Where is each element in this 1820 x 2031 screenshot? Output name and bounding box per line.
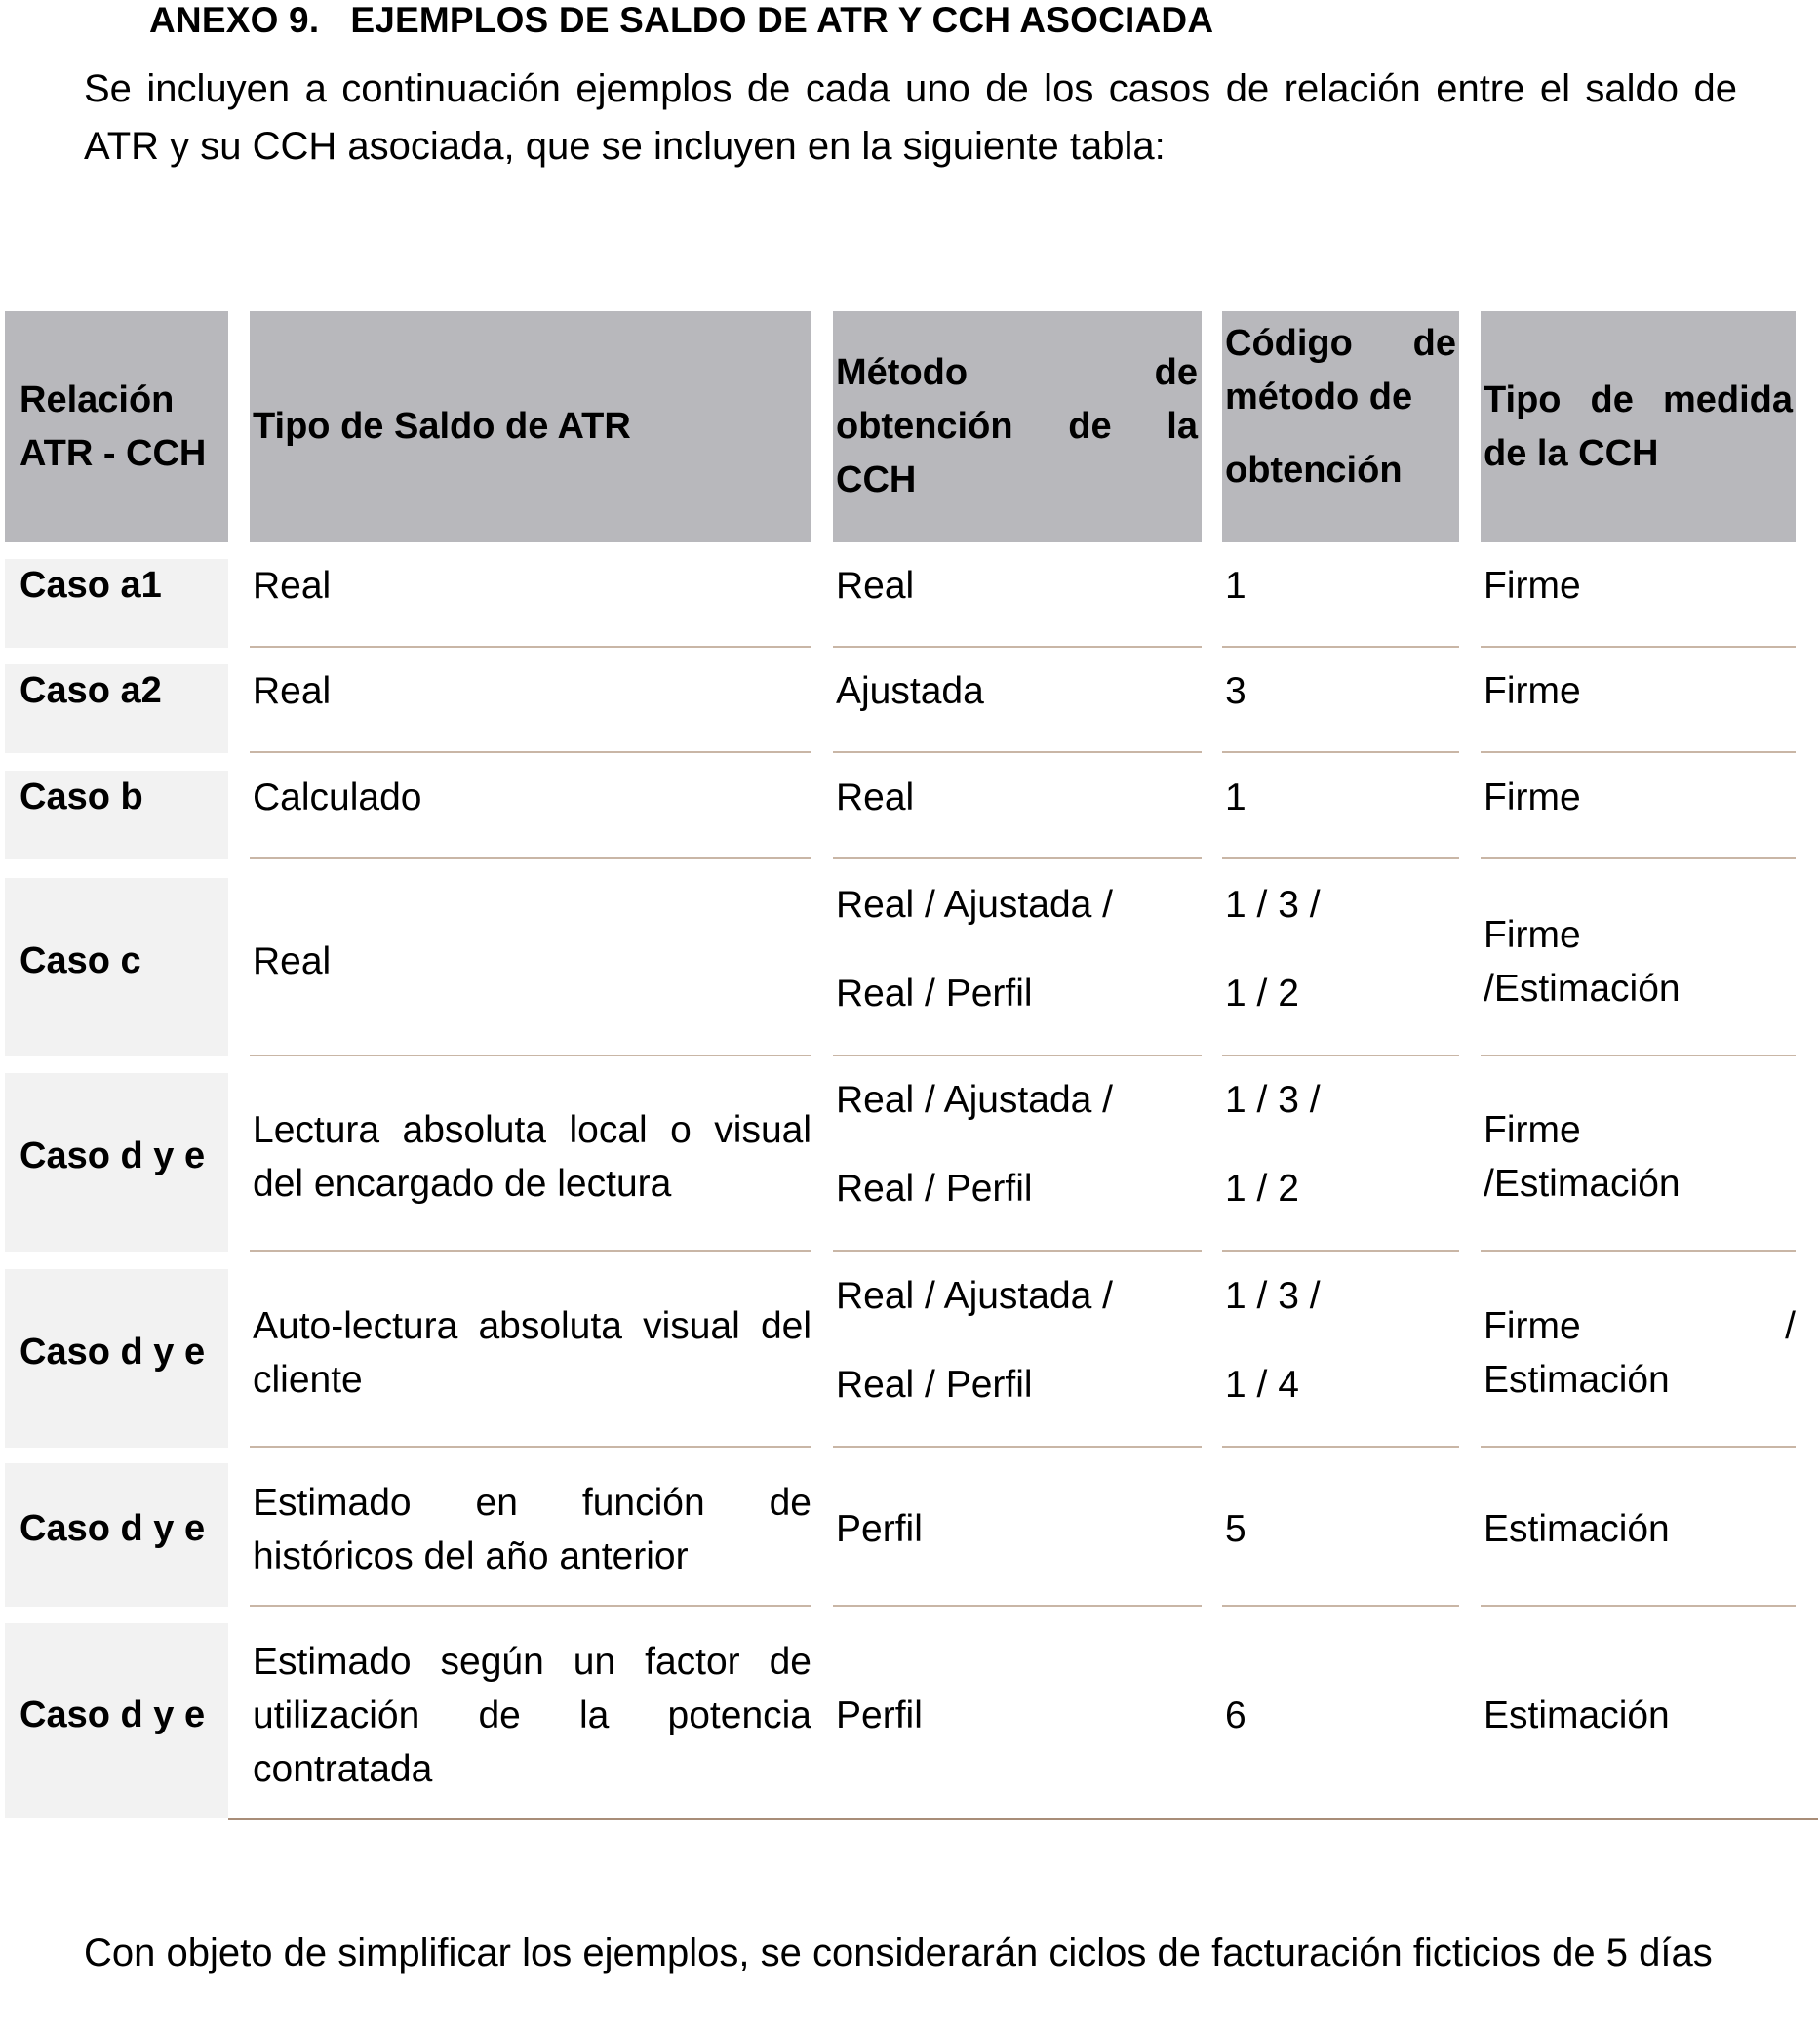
cell-codigo-line: 1 / 2 <box>1225 973 1299 1015</box>
cell-tipo-medida-line: /Estimación <box>1484 967 1681 1010</box>
cell-metodo-line: Real <box>836 777 915 818</box>
cell-tipo-saldo-line: cliente <box>253 1358 363 1401</box>
row-divider <box>1481 857 1796 859</box>
header-codigo-line: obtención <box>1225 450 1403 491</box>
cell-codigo-line: 5 <box>1225 1508 1246 1550</box>
row-divider <box>1222 646 1459 648</box>
row-divider <box>1222 751 1459 753</box>
cell-codigo <box>1225 1073 1459 1252</box>
row-divider <box>1481 646 1796 648</box>
table-bottom-border <box>228 1818 1818 1820</box>
cell-tipo-medida-line: Estimación <box>1484 1358 1670 1401</box>
row-label <box>5 878 228 1056</box>
cell-metodo-line: Real / Perfil <box>836 973 1033 1015</box>
cell-tipo-saldo-line: del encargado de lectura <box>253 1162 672 1205</box>
cell-tipo-saldo-line: Real <box>253 940 332 982</box>
row-label-text: Caso d y e <box>20 1135 206 1176</box>
row-divider <box>833 1250 1202 1252</box>
row-label-text: Caso a1 <box>20 565 162 606</box>
header-metodo-line: obtención de la <box>836 406 1198 447</box>
row-label-text: Caso d y e <box>20 1508 206 1549</box>
row-divider <box>1481 751 1796 753</box>
cell-tipo-saldo-line: Estimado según un factor de <box>253 1640 811 1683</box>
cell-codigo-line: 1 / 3 / <box>1225 1275 1321 1317</box>
row-divider <box>250 1446 811 1448</box>
row-divider <box>1481 1250 1796 1252</box>
cell-tipo-medida <box>1484 1463 1796 1607</box>
row-divider <box>833 857 1202 859</box>
cell-tipo-saldo <box>253 771 811 859</box>
cell-tipo-medida-line: /Estimación <box>1484 1162 1681 1205</box>
row-label <box>5 1269 228 1448</box>
cell-codigo <box>1225 1463 1459 1607</box>
row-divider <box>833 1446 1202 1448</box>
cell-metodo <box>836 1073 1202 1252</box>
header-metodo-line: CCH <box>836 459 917 500</box>
row-divider <box>1222 857 1459 859</box>
header-codigo <box>1222 311 1459 542</box>
cell-codigo <box>1225 878 1459 1056</box>
row-divider <box>833 646 1202 648</box>
row-label-text: Caso b <box>20 777 143 817</box>
cell-tipo-medida <box>1484 559 1796 648</box>
cell-codigo-line: 1 <box>1225 565 1246 607</box>
header-tipo-saldo <box>250 311 811 542</box>
cell-tipo-medida <box>1484 1623 1796 1818</box>
cell-tipo-medida-line: Firme <box>1484 565 1581 607</box>
row-divider <box>1481 1605 1796 1607</box>
cell-codigo-line: 1 / 4 <box>1225 1364 1299 1406</box>
cell-tipo-saldo-line: Lectura absoluta local o visual <box>253 1108 811 1151</box>
row-divider <box>250 1250 811 1252</box>
cell-codigo-line: 1 / 3 / <box>1225 884 1321 926</box>
cell-metodo-line: Real / Ajustada / <box>836 884 1114 926</box>
cell-tipo-medida-line: Firme <box>1484 1108 1581 1151</box>
row-divider <box>250 1605 811 1607</box>
cell-tipo-saldo-line: contratada <box>253 1747 433 1790</box>
outro-paragraph: Con objeto de simplificar los ejemplos, se considerarán ciclos de facturación ficticios de 5 días <box>84 1931 1713 1974</box>
row-divider <box>250 646 811 648</box>
cell-tipo-saldo <box>253 878 811 1056</box>
row-label <box>5 771 228 859</box>
cell-metodo-line: Real / Ajustada / <box>836 1275 1114 1317</box>
row-divider <box>1222 1055 1459 1056</box>
cell-codigo <box>1225 1269 1459 1448</box>
cell-codigo-line: 1 / 3 / <box>1225 1079 1321 1121</box>
header-tipo-medida <box>1481 311 1796 542</box>
cell-metodo <box>836 771 1202 859</box>
annex-title: EJEMPLOS DE SALDO DE ATR Y CCH ASOCIADA <box>350 0 1214 40</box>
cell-tipo-medida-line: Firme <box>1484 777 1581 818</box>
cell-tipo-medida-line: Estimación <box>1484 1693 1670 1736</box>
cell-codigo-line: 3 <box>1225 670 1246 712</box>
cell-metodo <box>836 878 1202 1056</box>
row-label <box>5 1073 228 1252</box>
annex-heading <box>149 0 1213 41</box>
header-relacion-line: ATR - CCH <box>20 432 207 474</box>
header-metodo-line: Método de <box>836 352 1198 393</box>
cell-codigo <box>1225 664 1459 753</box>
cell-tipo-saldo-line: Real <box>253 565 332 607</box>
row-divider <box>1222 1605 1459 1607</box>
cell-codigo <box>1225 771 1459 859</box>
header-codigo-line: Código de <box>1225 323 1456 364</box>
cell-tipo-medida-line: Firme / <box>1484 1304 1796 1347</box>
cell-metodo-line: Real / Perfil <box>836 1364 1033 1406</box>
row-divider <box>1222 1250 1459 1252</box>
cell-metodo-line: Ajustada <box>836 670 984 712</box>
header-codigo-line: método de <box>1225 377 1413 418</box>
cell-tipo-saldo <box>253 1073 811 1252</box>
row-label <box>5 664 228 753</box>
cell-metodo-line: Real <box>836 565 915 607</box>
row-divider <box>1222 1446 1459 1448</box>
cell-tipo-saldo-line: Real <box>253 670 332 712</box>
row-label-text: Caso d y e <box>20 1693 206 1735</box>
cell-metodo-line: Perfil <box>836 1693 923 1736</box>
cell-metodo <box>836 559 1202 648</box>
cell-tipo-medida-line: Estimación <box>1484 1508 1670 1550</box>
cell-codigo <box>1225 559 1459 648</box>
row-divider <box>833 751 1202 753</box>
cell-metodo <box>836 1463 1202 1607</box>
cell-metodo-line: Real / Ajustada / <box>836 1079 1114 1121</box>
cell-metodo <box>836 1269 1202 1448</box>
row-label <box>5 1463 228 1607</box>
cell-tipo-saldo <box>253 664 811 753</box>
header-relacion <box>5 311 228 542</box>
cell-tipo-saldo <box>253 559 811 648</box>
header-relacion-line: Relación <box>20 378 175 420</box>
cell-tipo-saldo <box>253 1623 811 1818</box>
cell-metodo <box>836 664 1202 753</box>
row-divider <box>1481 1446 1796 1448</box>
row-divider <box>1481 1055 1796 1056</box>
intro-paragraph: Se incluyen a continuación ejemplos de cada uno de los casos de relación entre el saldo de ATR y su CCH asociada, que se incluyen en la siguiente tabla: <box>84 67 1737 168</box>
row-divider <box>250 857 811 859</box>
header-metodo <box>833 311 1202 542</box>
cell-codigo-line: 1 / 2 <box>1225 1168 1299 1210</box>
row-label-text: Caso c <box>20 940 141 981</box>
header-tipo-medida-line: Tipo de medida <box>1484 378 1793 420</box>
cell-codigo-line: 1 <box>1225 777 1246 818</box>
row-label <box>5 559 228 648</box>
cell-tipo-medida <box>1484 771 1796 859</box>
row-divider <box>250 1055 811 1056</box>
cell-metodo <box>836 1623 1202 1818</box>
row-label-text: Caso d y e <box>20 1332 206 1373</box>
cell-codigo <box>1225 1623 1459 1818</box>
cell-tipo-saldo-line: utilización de la potencia <box>253 1693 811 1736</box>
cell-tipo-medida <box>1484 1269 1796 1448</box>
cell-tipo-medida <box>1484 1073 1796 1252</box>
row-label <box>5 1623 228 1818</box>
row-label-text: Caso a2 <box>20 670 162 711</box>
cell-metodo-line: Real / Perfil <box>836 1168 1033 1210</box>
cell-tipo-saldo-line: Calculado <box>253 777 422 818</box>
cell-codigo-line: 6 <box>1225 1693 1246 1736</box>
cell-metodo-line: Perfil <box>836 1508 923 1550</box>
cell-tipo-saldo-line: Estimado en función de <box>253 1481 811 1524</box>
header-tipo-saldo-text: Tipo de Saldo de ATR <box>253 406 631 447</box>
annex-number: ANEXO 9. <box>149 0 320 40</box>
cell-tipo-medida <box>1484 664 1796 753</box>
cell-tipo-medida-line: Firme <box>1484 670 1581 712</box>
cell-tipo-saldo-line: Auto-lectura absoluta visual del <box>253 1304 811 1347</box>
cell-tipo-saldo <box>253 1463 811 1607</box>
cell-tipo-saldo <box>253 1269 811 1448</box>
cell-tipo-medida-line: Firme <box>1484 913 1581 956</box>
row-divider <box>833 1605 1202 1607</box>
cell-tipo-medida <box>1484 878 1796 1056</box>
header-tipo-medida-line: de la CCH <box>1484 432 1659 474</box>
cell-tipo-saldo-line: históricos del año anterior <box>253 1534 689 1577</box>
row-divider <box>250 751 811 753</box>
row-divider <box>833 1055 1202 1056</box>
